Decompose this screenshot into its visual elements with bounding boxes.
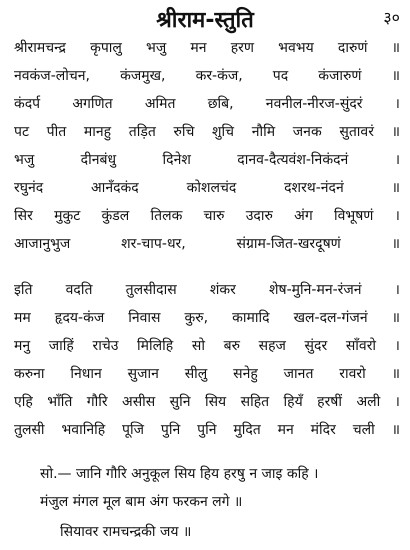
- stuti-line: कंदर्प अगणित अमित छबि, नवनील-नीरज-सुंदरं ।: [14, 96, 400, 112]
- phalashruti-line: इति वदति तुलसीदास शंकर शेष-मुनि-मन-रंजनं ।: [14, 282, 400, 298]
- stuti-line: सिर मुकुट कुंडल तिलक चारु उदारु अंग विभूषणं ।: [14, 208, 400, 224]
- phalashruti-line: करुना निधान सुजान सीलु सनेहु जानत रावरो ॥: [14, 366, 400, 382]
- stuti-line: पट पीत मानहु तड़ित रुचि शुचि नौमि जनक सुतावरं ॥: [14, 124, 400, 140]
- stuti-line: भजु दीनबंधु दिनेश दानव-दैत्यवंश-निकंदनं ।: [14, 152, 400, 168]
- phalashruti-line: मनु जाहिं राचेउ मिलिहि सो बरु सहज सुंदर साँवरो ।: [14, 338, 400, 354]
- page-number: ३०: [383, 8, 400, 27]
- phalashruti-line: मम हृदय-कंज निवास कुरु, कामादि खल-दल-गंजनं ॥: [14, 310, 400, 326]
- soratha-line: मंजुल मंगल मूल बाम अंग फरकन लगे ॥: [40, 494, 243, 510]
- stuti-line: नवकंज-लोचन, कंजमुख, कर-कंज, पद कंजारुणं ॥: [14, 68, 400, 84]
- stuti-line: श्रीरामचन्द्र कृपालु भजु मन हरण भवभय दारुणं ॥: [14, 40, 400, 56]
- phalashruti-line: एहि भाँति गौरि असीस सुनि सिय सहित हियँ हरषीं अली ।: [14, 394, 400, 410]
- soratha-line: सो.— जानि गौरि अनुकूल सिय हिय हरषु न जाइ कहि ।: [40, 466, 319, 482]
- stuti-line: रघुनंद आनँदकंद कोशलचंद दशरथ-नंदनं ॥: [14, 180, 400, 196]
- stuti-line: आजानुभुज शर-चाप-धर, संग्राम-जित-खरदूषणं ॥: [14, 236, 400, 252]
- phalashruti-line: तुलसी भवानिहि पूजि पुनि पुनि मुदित मन मंदिर चली ॥: [14, 422, 400, 438]
- page-title: श्रीराम-स्तुति: [156, 8, 254, 33]
- closing-line: सियावर रामचन्द्रकी जय ॥: [60, 524, 192, 540]
